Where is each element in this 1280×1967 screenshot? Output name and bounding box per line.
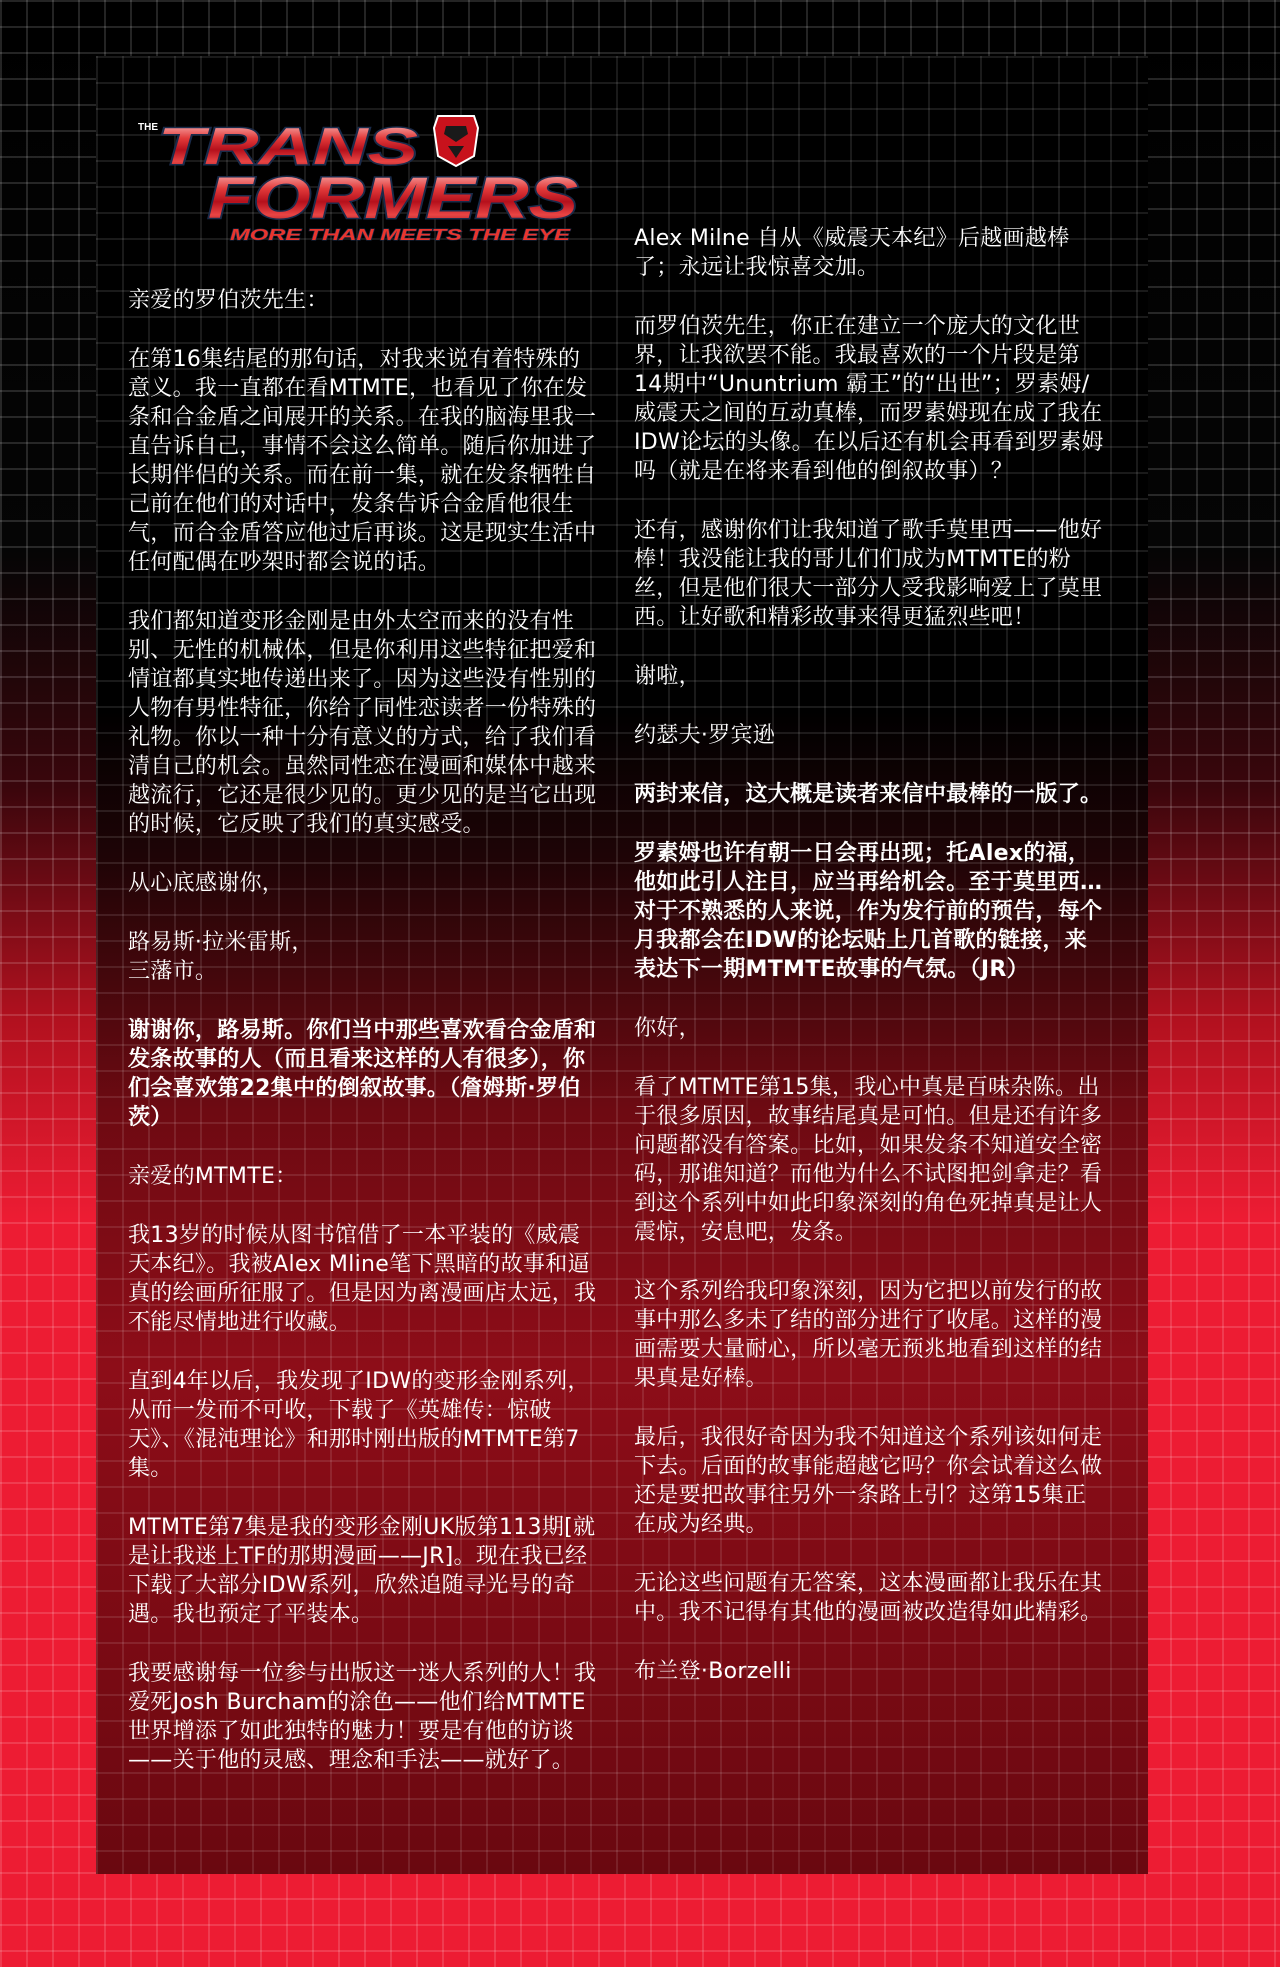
paragraph: 还有，感谢你们让我知道了歌手莫里西——他好棒！我没能让我的哥儿们们成为MTMTE的粉丝，但是他们很大一部分人受我影响爱上了莫里西。让好歌和精彩故事来得更猛烈些吧！ — [634, 518, 1103, 630]
letters-column-right — [634, 224, 1104, 1686]
paragraph: 亲爱的罗伯茨先生： — [128, 288, 329, 313]
signature: 约瑟夫·罗宾逊 — [634, 723, 776, 748]
paragraph: 我13岁的时候从图书馆借了一本平装的《威震天本纪》。我被Alex Mline笔下黑暗的故事和逼真的绘画所征服了。但是因为离漫画店太远，我不能尽情地进行收藏。 — [128, 1223, 597, 1335]
signature: 路易斯·拉米雷斯， 三藩市。 — [128, 930, 314, 984]
editor-reply: 罗素姆也许有朝一日会再出现；托Alex的福，他如此引人注目，应当再给机会。至于莫里西…对于不熟悉的人来说，作为发行前的预告，每个月我都会在IDW的论坛贴上几首歌的链接，来表达下一期MTMTE故事的气氛。（JR） — [634, 841, 1103, 982]
paragraph: 亲爱的MTMTE： — [128, 1164, 298, 1189]
logo-line1: TRANS — [158, 118, 419, 176]
editor-reply: 两封来信，这大概是读者来信中最棒的一版了。 — [634, 782, 1103, 807]
paragraph: 看了MTMTE第15集，我心中真是百味杂陈。出于很多原因，故事结尾真是可怕。但是还有许多问题都没有答案。比如，如果发条不知道安全密码，那谁知道？而他为什么不试图把剑拿走？看到这个系列中如此印象深刻的角色死掉真是让人震惊，安息吧，发条。 — [634, 1075, 1103, 1245]
autobot-insignia-icon — [434, 116, 478, 166]
letters-column-left — [128, 286, 598, 1775]
paragraph: 我们都知道变形金刚是由外太空而来的没有性别、无性的机械体，但是你利用这些特征把爱和情谊都真实地传递出来了。因为这些没有性别的人物有男性特征，你给了同性恋读者一份特殊的礼物。你以一种十分有意义的方式，给了我们看清自己的机会。虽然同性恋在漫画和媒体中越来越流行，它还是很少见的。更少见的是当它出现的时候，它反映了我们的真实感受。 — [128, 609, 597, 837]
paragraph: MTMTE第7集是我的变形金刚UK版第113期[就是让我迷上TF的那期漫画——JR]。现在我已经下载了大部分IDW系列，欣然追随寻光号的奇遇。我也预定了平装本。 — [128, 1515, 596, 1627]
paragraph: Alex Milne 自从《威震天本纪》后越画越棒了；永远让我惊喜交加。 — [634, 226, 1070, 280]
paragraph: 直到4年以后，我发现了IDW的变形金刚系列，从而一发而不可收，下载了《英雄传：惊破天》、《混沌理论》和那时刚出版的MTMTE第7集。 — [128, 1369, 590, 1481]
signature: 布兰登·Borzelli — [634, 1659, 792, 1684]
paragraph: 最后，我很好奇因为我不知道这个系列该如何走下去。后面的故事能超越它吗？你会试着这么做还是要把故事往另外一条路上引？这第15集正在成为经典。 — [634, 1425, 1103, 1537]
paragraph: 在第16集结尾的那句话，对我来说有着特殊的意义。我一直都在看MTMTE，也看见了你在发条和合金盾之间展开的关系。在我的脑海里我一直告诉自己，事情不会这么简单。随后你加进了长期伴侣的关系。而在前一集，就在发条牺牲自己前在他们的对话中，发条告诉合金盾他很生气，而合金盾答应他过后再谈。这是现实生活中任何配偶在吵架时都会说的话。 — [128, 347, 597, 575]
paragraph: 我要感谢每一位参与出版这一迷人系列的人！我爱死Josh Burcham的涂色——他们给MTMTE世界增添了如此独特的魅力！要是有他的访谈——关于他的灵感、理念和手法——就好了。 — [128, 1661, 597, 1773]
paragraph: 从心底感谢你， — [128, 871, 285, 896]
logo-line2: FORMERS — [208, 166, 579, 231]
editor-reply: 谢谢你，路易斯。你们当中那些喜欢看合金盾和发条故事的人（而且看来这样的人有很多），你们会喜欢第22集中的倒叙故事。（詹姆斯·罗伯茨） — [128, 1018, 597, 1130]
paragraph: 无论这些问题有无答案，这本漫画都让我乐在其中。我不记得有其他的漫画被改造得如此精彩。 — [634, 1571, 1103, 1625]
paragraph: 而罗伯茨先生，你正在建立一个庞大的文化世界，让我欲罢不能。我最喜欢的一个片段是第14期中“Ununtrium 霸王”的“出世”；罗素姆/威震天之间的互动真棒，而罗素姆现在成了我在IDW论坛的头像。在以后还有机会再看到罗素姆吗（就是在将来看到他的倒叙故事）？ — [634, 314, 1104, 484]
logo-the: THE — [138, 122, 158, 133]
paragraph: 谢啦， — [634, 664, 701, 689]
logo-tagline: MORE THAN MEETS THE EYE — [230, 227, 572, 244]
transformers-logo — [134, 112, 584, 248]
paragraph: 这个系列给我印象深刻，因为它把以前发行的故事中那么多未了结的部分进行了收尾。这样的漫画需要大量耐心，所以毫无预兆地看到这样的结果真是好棒。 — [634, 1279, 1103, 1391]
paragraph: 你好， — [634, 1016, 701, 1041]
